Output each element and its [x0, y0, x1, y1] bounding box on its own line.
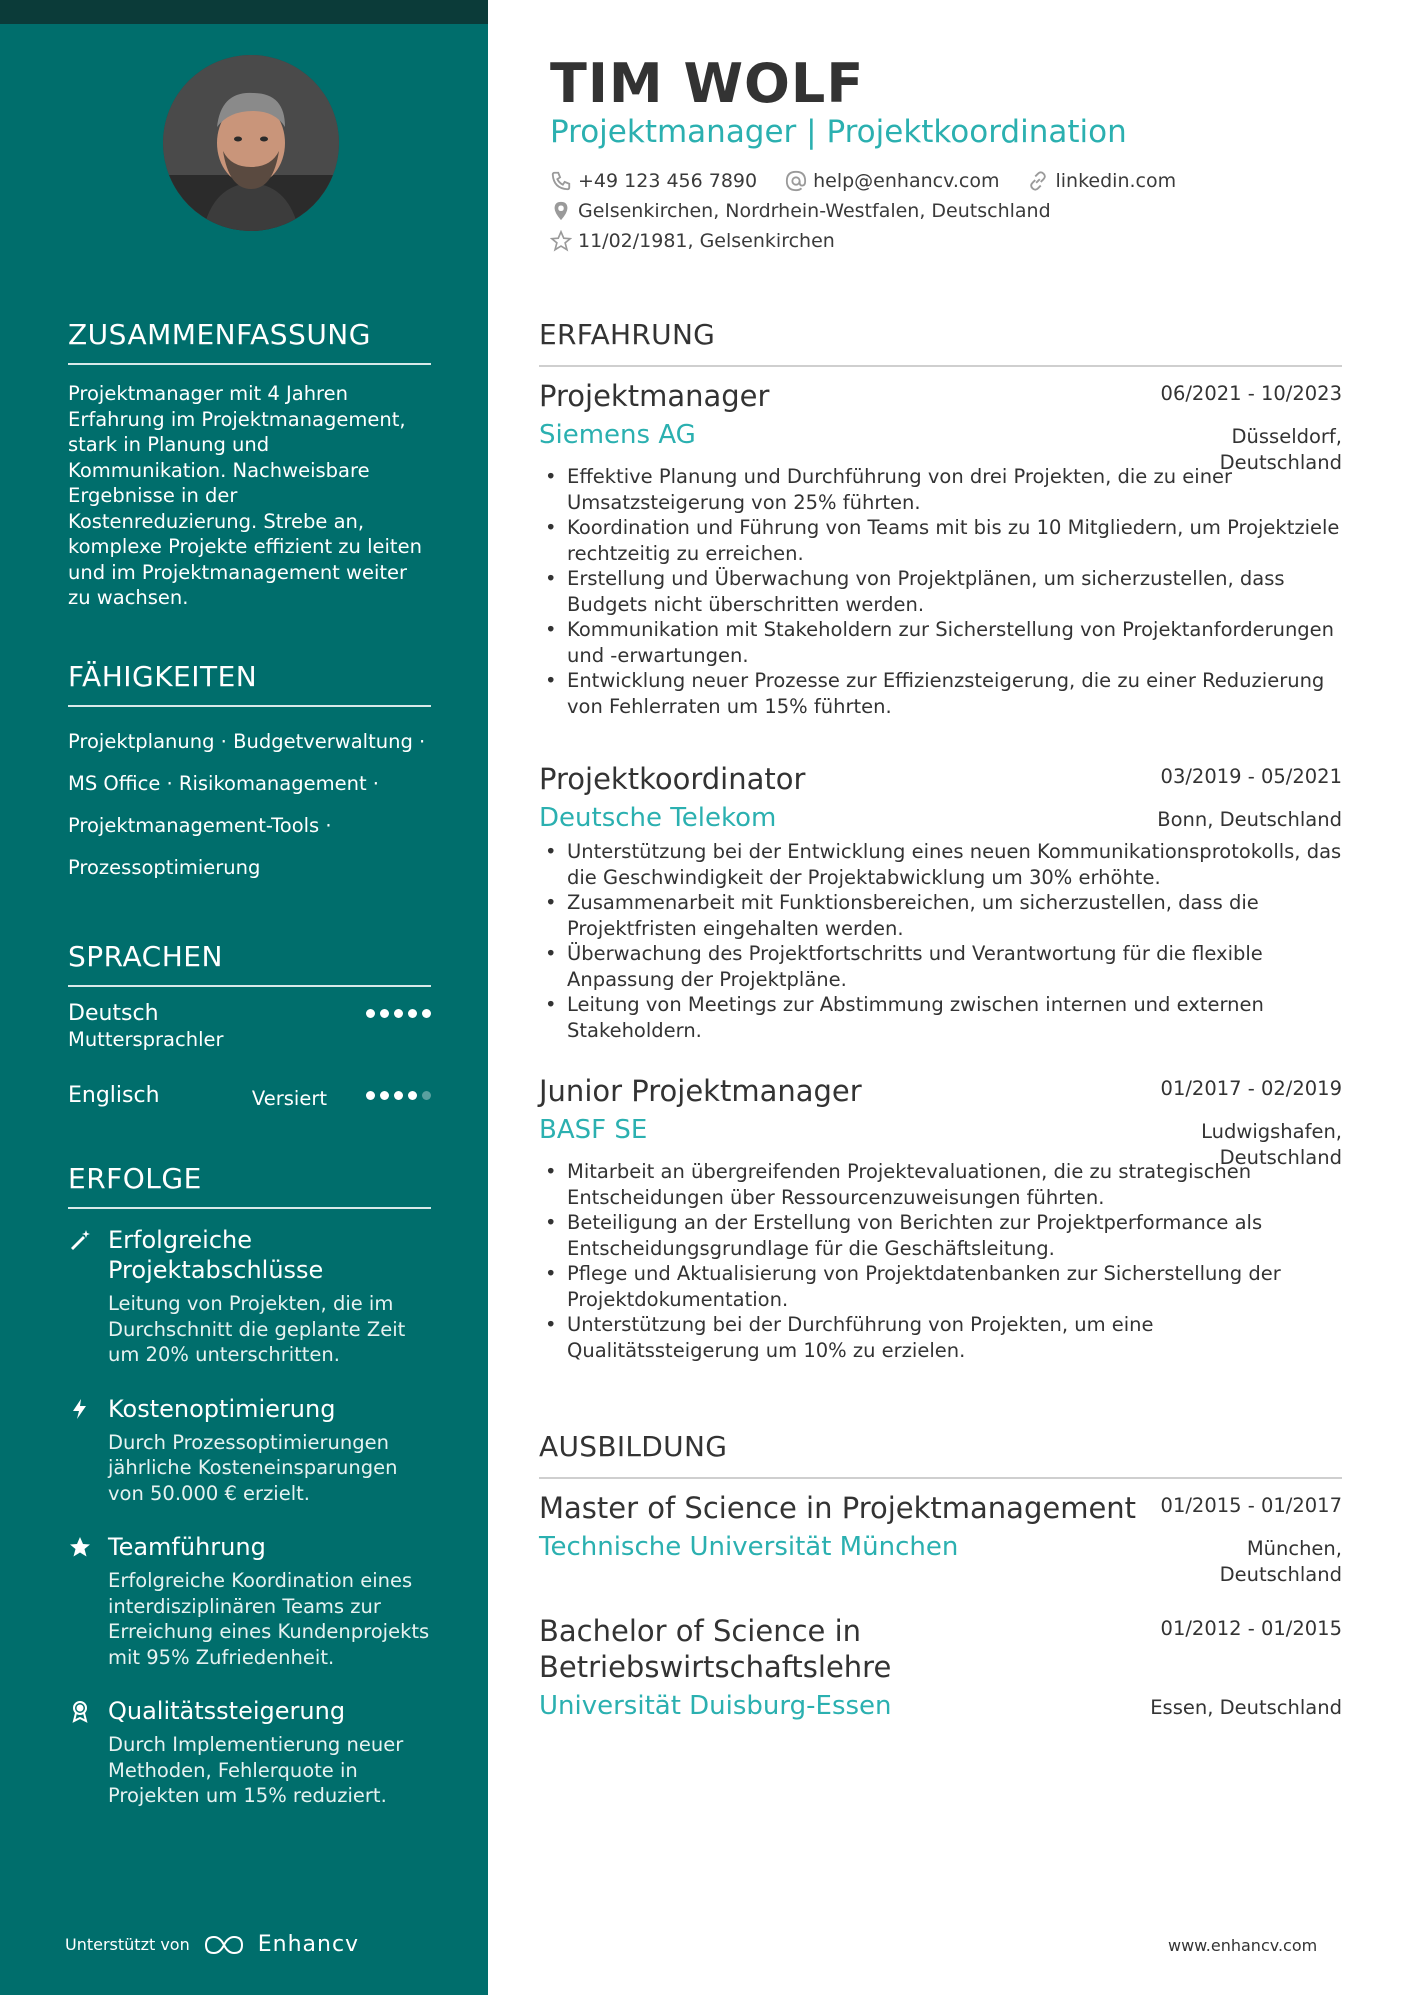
company-name: BASF SE: [539, 1115, 648, 1145]
bullet-item: • Unterstützung bei der Durchführung von Projekten, um eine Qualitätssteigerung um 10% zu erzielen.: [539, 1312, 1342, 1363]
language-item: [68, 1083, 431, 1165]
achievement-desc: Durch Implementierung neuer Methoden, Fehlerquote in Projekten um 15% reduziert.: [108, 1733, 404, 1807]
job-bullets: [539, 839, 1342, 1043]
achievement-title: Kostenoptimierung: [108, 1394, 336, 1423]
candidate-role: Projektmanager | Projektkoordination: [550, 114, 1127, 150]
website-item[interactable]: [1027, 170, 1176, 192]
avatar: [163, 55, 339, 231]
summary-section: [68, 318, 431, 611]
languages-heading: SPRACHEN: [68, 940, 431, 987]
degree-title: Bachelor of Science in Betriebswirtschaftslehre: [539, 1614, 892, 1684]
bullet-item: • Koordination und Führung von Teams mit bis zu 10 Mitgliedern, um Projektziele rechtzeitig zu erreichen.: [539, 515, 1342, 566]
bullet-item: • Unterstützung bei der Entwicklung eines neuen Kommunikationsprotokolls, das die Geschwindigkeit der Projektabwicklung um 30% erhöhte.: [539, 839, 1342, 890]
dot-filled: [380, 1009, 389, 1018]
job-location: Düsseldorf, Deutschland: [1219, 425, 1342, 474]
degree-title: Master of Science in Projektmanagement: [539, 1491, 1137, 1525]
job-dates: 06/2021 - 10/2023: [1160, 382, 1342, 405]
summary-heading: ZUSAMMENFASSUNG: [68, 318, 431, 365]
location-text: Gelsenkirchen, Nordrhein-Westfalen, Deutschland: [578, 200, 1051, 222]
job-title: Projektmanager: [539, 379, 770, 413]
achievement-title: Qualitätssteigerung: [108, 1697, 346, 1725]
experience-entry: [539, 761, 1342, 1043]
skill-line: MS Office · Risikomanagement ·: [68, 772, 380, 795]
language-item: [68, 1001, 431, 1083]
education-entry: [539, 1613, 1342, 1723]
enhancv-brand: Enhancv: [257, 1932, 360, 1957]
achievement-item: [68, 1394, 431, 1507]
email-item[interactable]: [785, 170, 999, 192]
skill-line: Prozessoptimierung: [68, 856, 261, 879]
achievement-desc: Erfolgreiche Koordination eines interdisziplinären Teams zur Erreichung eines Kundenprojekts mit 95% Zufriedenheit.: [108, 1569, 430, 1669]
location-pin-icon: [550, 200, 572, 222]
languages-section: [68, 940, 431, 1165]
magic-wand-icon: [68, 1228, 92, 1252]
job-bullets: [539, 464, 1342, 719]
bullet-item: • Überwachung des Projektfortschritts und Verantwortung für die flexible Anpassung der Projektpläne.: [539, 941, 1342, 992]
phone-text: +49 123 456 7890: [578, 170, 758, 192]
award-icon: [68, 1699, 92, 1723]
education-location: München, Deutschland: [1219, 1537, 1342, 1586]
achievement-title: Erfolgreiche Projektabschlüsse: [108, 1226, 324, 1284]
achievement-desc: Durch Prozessoptimierungen jährliche Kosteneinsparungen von 50.000 € erzielt.: [108, 1430, 398, 1505]
email-text: help@enhancv.com: [813, 170, 1000, 192]
job-location: Ludwigshafen, Deutschland: [1201, 1120, 1342, 1169]
company-name: Siemens AG: [539, 420, 696, 450]
dot-filled: [394, 1091, 403, 1100]
school-name: Technische Universität München: [539, 1532, 959, 1562]
skills-section: [68, 660, 431, 889]
dot-filled: [366, 1091, 375, 1100]
company-name: Deutsche Telekom: [539, 803, 777, 833]
summary-text: Projektmanager mit 4 Jahren Erfahrung im Projektmanagement, stark in Planung und Kommunikation. Nachweisbare Ergebnisse in der Kostenreduzierung. Strebe an, komplexe Projekte effizient zu leiten und im Projektmanagement weiter zu wachsen.: [68, 382, 422, 609]
language-proficiency-dots: [366, 1009, 431, 1018]
candidate-name: TIM WOLF: [550, 52, 865, 115]
powered-by-label: Unterstützt von: [65, 1935, 190, 1954]
achievements-section: [68, 1162, 431, 1809]
job-dates: 01/2017 - 02/2019: [1160, 1077, 1342, 1100]
dot-filled: [408, 1009, 417, 1018]
birth-row: [550, 230, 835, 252]
powered-by: [65, 1932, 359, 1957]
achievement-title: Teamführung: [108, 1533, 266, 1561]
bullet-item: • Kommunikation mit Stakeholdern zur Sicherstellung von Projektanforderungen und -erwartungen.: [539, 617, 1342, 668]
experience-heading: ERFAHRUNG: [539, 318, 1342, 367]
bullet-item: • Leitung von Meetings zur Abstimmung zwischen internen und externen Stakeholdern.: [539, 992, 1342, 1043]
achievements-heading: ERFOLGE: [68, 1162, 431, 1209]
star-icon: [68, 1535, 92, 1559]
enhancv-logo-icon: [202, 1933, 246, 1957]
skills-heading: FÄHIGKEITEN: [68, 660, 431, 707]
skills-list: [68, 721, 431, 889]
education-heading: AUSBILDUNG: [539, 1430, 1342, 1479]
website-text: linkedin.com: [1055, 170, 1177, 192]
job-location: Bonn, Deutschland: [1157, 808, 1342, 831]
bullet-item: • Zusammenarbeit mit Funktionsbereichen, um sicherzustellen, dass die Projektfristen eingehalten werden.: [539, 890, 1342, 941]
experience-entry: [539, 1073, 1342, 1363]
contact-row: [550, 170, 1176, 192]
bullet-item: • Pflege und Aktualisierung von Projektdatenbanken zur Sicherstellung der Projektdokumentation.: [539, 1261, 1342, 1312]
dot-filled: [394, 1009, 403, 1018]
at-icon: [785, 170, 807, 192]
dot-empty: [422, 1091, 431, 1100]
education-dates: 01/2012 - 01/2015: [1160, 1617, 1342, 1640]
achievement-desc: Leitung von Projekten, die im Durchschnitt die geplante Zeit um 20% unterschritten.: [108, 1292, 406, 1366]
birth-item: [550, 230, 835, 252]
education-location: Essen, Deutschland: [1150, 1696, 1342, 1719]
dot-filled: [408, 1091, 417, 1100]
job-title: Junior Projektmanager: [539, 1074, 862, 1108]
birth-text: 11/02/1981, Gelsenkirchen: [578, 230, 835, 252]
achievement-item: [68, 1696, 431, 1809]
education-dates: 01/2015 - 01/2017: [1160, 1494, 1342, 1517]
sidebar: [0, 0, 488, 1995]
education-entry: [539, 1490, 1342, 1586]
location-row: [550, 200, 1051, 222]
school-name: Universität Duisburg-Essen: [539, 1691, 892, 1721]
phone-icon: [550, 170, 572, 192]
phone-item: [550, 170, 757, 192]
dot-filled: [380, 1091, 389, 1100]
bullet-item: • Mitarbeit an übergreifenden Projektevaluationen, die zu strategischen Entscheidungen über Ressourcenzuweisungen führten.: [539, 1159, 1342, 1210]
star-outline-icon: [550, 230, 572, 252]
language-name: Englisch: [68, 1083, 160, 1108]
job-title: Projektkoordinator: [539, 762, 806, 796]
language-proficiency-dots: [366, 1091, 431, 1100]
language-name: Deutsch: [68, 1001, 159, 1026]
bullet-item: • Effektive Planung und Durchführung von drei Projekten, die zu einer Umsatzsteigerung von 25% führten.: [539, 464, 1342, 515]
dot-filled: [422, 1009, 431, 1018]
sidebar-top-bar: [0, 0, 488, 24]
job-bullets: [539, 1159, 1342, 1363]
job-dates: 03/2019 - 05/2021: [1160, 765, 1342, 788]
bullet-item: • Beteiligung an der Erstellung von Berichten zur Projektperformance als Entscheidungsgrundlage für die Geschäftsleitung.: [539, 1210, 1342, 1261]
lightning-icon: [68, 1397, 92, 1421]
dot-filled: [366, 1009, 375, 1018]
location-item: [550, 200, 1051, 222]
link-icon: [1027, 170, 1049, 192]
bullet-item: • Erstellung und Überwachung von Projektplänen, um sicherzustellen, dass Budgets nicht überschritten werden.: [539, 566, 1342, 617]
language-level: Muttersprachler: [68, 1028, 224, 1051]
skill-line: Projektplanung · Budgetverwaltung ·: [68, 730, 426, 753]
achievement-item: [68, 1225, 431, 1368]
experience-entry: [539, 378, 1342, 719]
bullet-item: • Entwicklung neuer Prozesse zur Effizienzsteigerung, die zu einer Reduzierung von Fehlerraten um 15% führten.: [539, 668, 1342, 719]
language-level: Versiert: [251, 1087, 327, 1110]
achievement-item: [68, 1532, 431, 1670]
footer-url[interactable]: www.enhancv.com: [1168, 1936, 1318, 1955]
skill-line: Projektmanagement-Tools ·: [68, 814, 332, 837]
